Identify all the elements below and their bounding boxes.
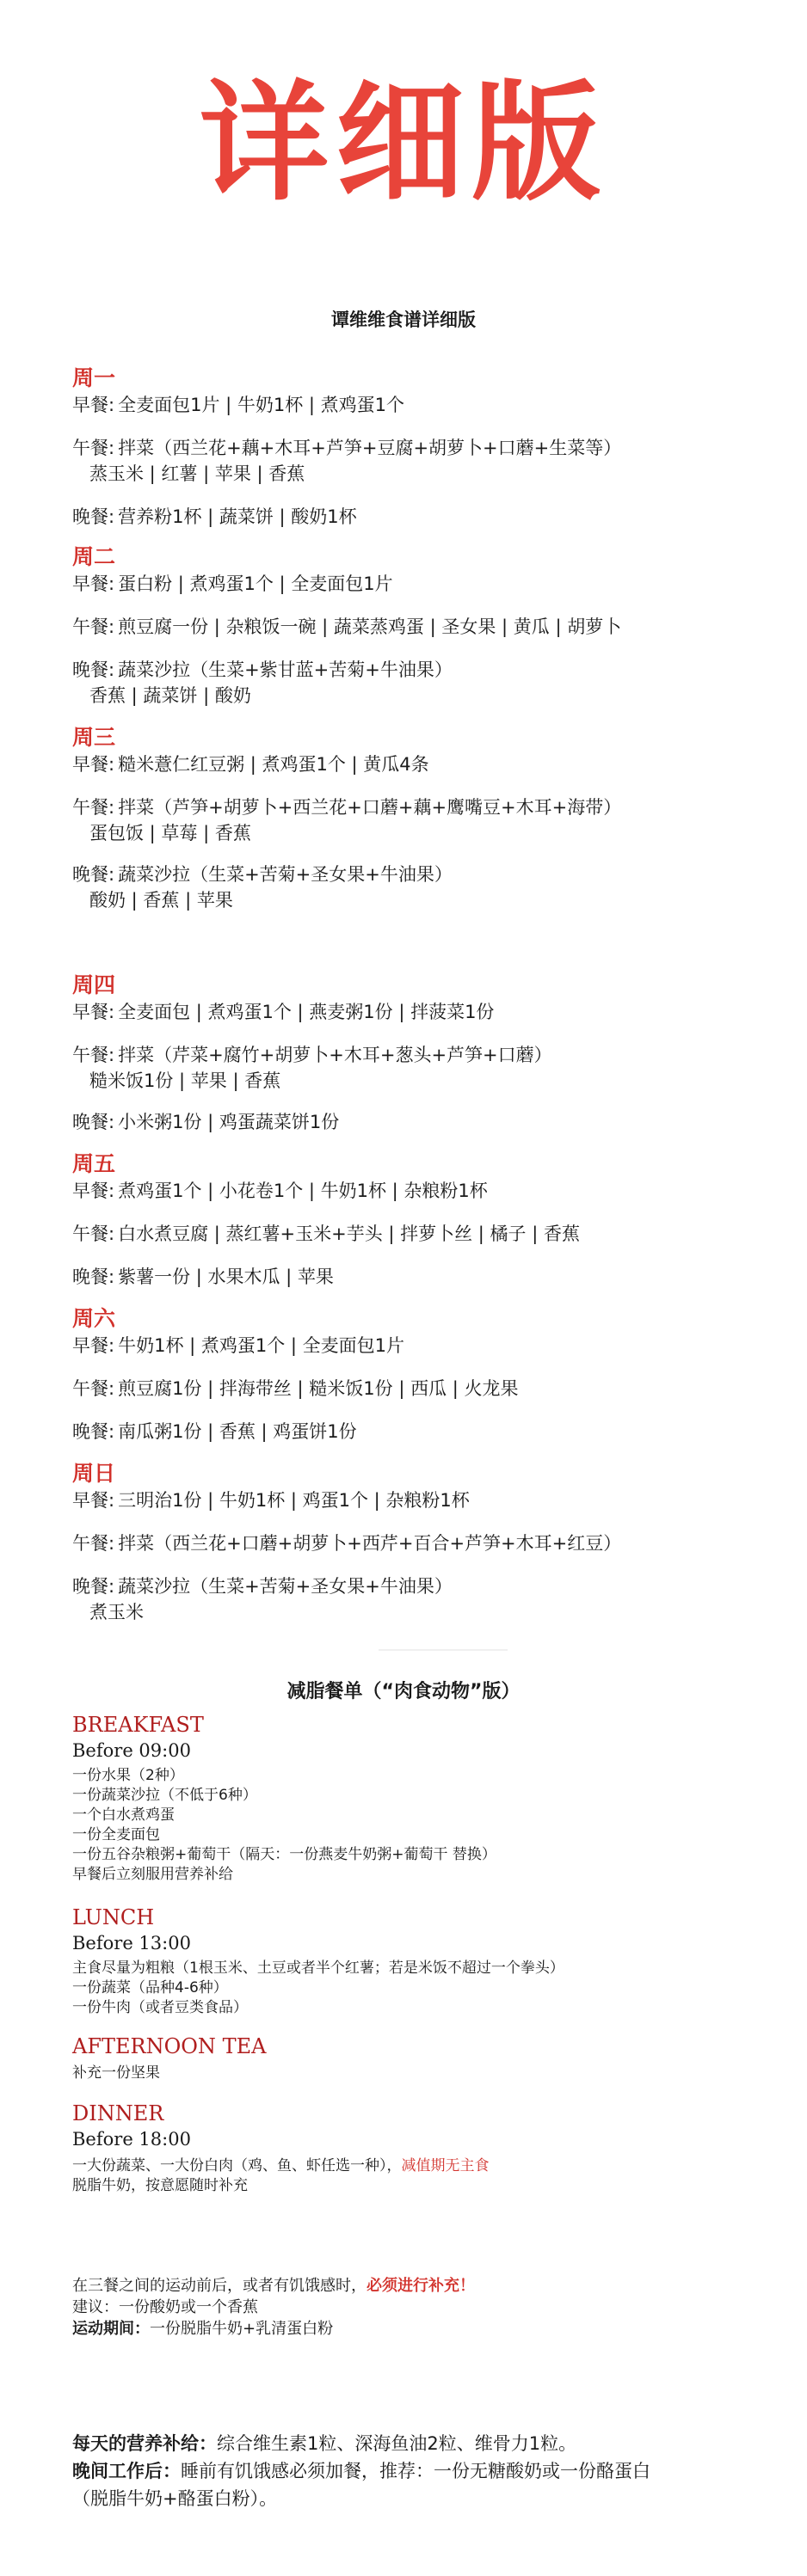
list-item: 一份全麦面包 bbox=[72, 1826, 160, 1843]
meal-line bbox=[72, 1221, 778, 1247]
meal-continuation: 香蕉 | 蔬菜饼 | 酸奶 bbox=[89, 685, 251, 706]
meal-label: 晚餐: bbox=[72, 1112, 115, 1132]
day-heading: 周二 bbox=[72, 544, 116, 569]
meal-line bbox=[72, 1419, 778, 1444]
meal-text: 全麦面包1片 | 牛奶1杯 | 煮鸡蛋1个 bbox=[118, 395, 405, 415]
note-value: 一份脱脂牛奶+乳清蛋白粉 bbox=[150, 2320, 334, 2338]
dinner-line-highlight: 减值期无主食 bbox=[401, 2157, 490, 2174]
meal-label: 午餐: bbox=[72, 1224, 115, 1244]
meal-continuation: 酸奶 | 香蕉 | 苹果 bbox=[89, 890, 233, 911]
final-key: 晚间工作后： bbox=[72, 2461, 181, 2481]
meal-line bbox=[72, 1178, 778, 1204]
meal-line bbox=[72, 751, 778, 777]
dinner-time: Before 18:00 bbox=[72, 2129, 191, 2150]
note-main: 在三餐之间的运动前后，或者有饥饿感时， bbox=[72, 2277, 367, 2295]
day-heading: 周三 bbox=[72, 725, 116, 750]
meal-label: 早餐: bbox=[72, 395, 115, 415]
meal-label: 午餐: bbox=[72, 438, 115, 458]
meal-label: 早餐: bbox=[72, 573, 115, 594]
meal-label: 早餐: bbox=[72, 754, 115, 775]
meal-continuation: 糙米饭1份 | 苹果 | 香蕉 bbox=[89, 1070, 281, 1091]
meal-line bbox=[72, 657, 778, 708]
meal-line bbox=[72, 571, 778, 597]
list-item: 脱脂牛奶，按意愿随时补充 bbox=[72, 2177, 248, 2194]
list-item: 一个白水煮鸡蛋 bbox=[72, 1806, 175, 1824]
meal-text: 全麦面包 | 煮鸡蛋1个 | 燕麦粥1份 | 拌菠菜1份 bbox=[118, 1002, 495, 1022]
final-line bbox=[72, 2457, 761, 2485]
meal-line bbox=[72, 999, 778, 1025]
final-value: 睡前有饥饿感必须加餐，推荐：一份无糖酸奶或一份酪蛋白 bbox=[181, 2461, 650, 2481]
meal-label: 晚餐: bbox=[72, 864, 115, 885]
doc-title: 谭维维食谱详细版 bbox=[331, 310, 476, 330]
meal-line bbox=[72, 862, 778, 913]
list-item: 一份五谷杂粮粥+葡萄干（隔天：一份燕麦牛奶粥+葡萄干 替换） bbox=[72, 1846, 496, 1863]
dinner-heading: DINNER bbox=[72, 2101, 164, 2125]
lunch-time: Before 13:00 bbox=[72, 1933, 191, 1953]
snack-note bbox=[72, 2275, 778, 2340]
meal-label: 早餐: bbox=[72, 1490, 115, 1511]
hero-title: 详细版 bbox=[199, 69, 607, 218]
meal-label: 午餐: bbox=[72, 1045, 115, 1065]
meal-line bbox=[72, 1487, 778, 1513]
list-item: 早餐后立刻服用营养补给 bbox=[72, 1866, 233, 1883]
meal-line bbox=[72, 1109, 778, 1135]
list-item: 补充一份坚果 bbox=[72, 2064, 160, 2082]
meal-continuation: 蛋包饭 | 草莓 | 香蕉 bbox=[89, 823, 251, 843]
final-line bbox=[72, 2430, 761, 2457]
note-line: 建议：一份酸奶或一个香蕉 bbox=[72, 2298, 258, 2316]
meal-label: 午餐: bbox=[72, 1533, 115, 1554]
breakfast-heading: BREAKFAST bbox=[72, 1713, 204, 1737]
meal-label: 晚餐: bbox=[72, 1576, 115, 1597]
list-item: 一份蔬菜（品种4-6种） bbox=[72, 1979, 228, 1996]
breakfast-time: Before 09:00 bbox=[72, 1740, 191, 1761]
meal-line bbox=[72, 1264, 778, 1290]
meal-line bbox=[72, 1376, 778, 1401]
dinner-line-main: 一大份蔬菜、一大份白肉（鸡、鱼、虾任选一种）， bbox=[72, 2157, 402, 2174]
meal-label: 午餐: bbox=[72, 616, 115, 637]
meal-line bbox=[72, 392, 778, 418]
meal-line bbox=[72, 504, 778, 530]
meal-text: 蔬菜沙拉（生菜+苦菊+圣女果+牛油果） bbox=[118, 1576, 453, 1597]
list-item bbox=[72, 2156, 778, 2176]
meal-text: 拌菜（芦笋+胡萝卜+西兰花+口蘑+藕+鹰嘴豆+木耳+海带） bbox=[118, 797, 622, 818]
day-heading: 周日 bbox=[72, 1461, 116, 1486]
note-key: 运动期间： bbox=[72, 2320, 150, 2338]
meal-continuation: 蒸玉米 | 红薯 | 苹果 | 香蕉 bbox=[89, 463, 305, 484]
list-item: 一份牛肉（或者豆类食品） bbox=[72, 1999, 248, 2016]
meal-text: 拌菜（西兰花+藕+木耳+芦笋+豆腐+胡萝卜+口蘑+生菜等） bbox=[118, 438, 622, 458]
afternoon-tea-heading: AFTERNOON TEA bbox=[72, 2034, 267, 2058]
meal-line bbox=[72, 794, 778, 846]
final-line: （脱脂牛奶+酪蛋白粉）。 bbox=[72, 2488, 278, 2509]
meal-text: 拌菜（芹菜+腐竹+胡萝卜+木耳+葱头+芦笋+口蘑） bbox=[118, 1045, 552, 1065]
meal-text: 蔬菜沙拉（生菜+紫甘蓝+苦菊+牛油果） bbox=[118, 659, 453, 680]
final-key: 每天的营养补给： bbox=[72, 2433, 217, 2454]
note-highlight: 必须进行补充！ bbox=[367, 2277, 475, 2295]
meal-label: 午餐: bbox=[72, 1378, 115, 1399]
lunch-heading: LUNCH bbox=[72, 1905, 155, 1929]
meal-text: 南瓜粥1份 | 香蕉 | 鸡蛋饼1份 bbox=[118, 1421, 357, 1442]
meal-label: 早餐: bbox=[72, 1335, 115, 1356]
menu-title: 减脂餐单（“肉食动物”版） bbox=[286, 1681, 521, 1702]
meal-text: 牛奶1杯 | 煮鸡蛋1个 | 全麦面包1片 bbox=[118, 1335, 405, 1356]
meal-text: 煎豆腐1份 | 拌海带丝 | 糙米饭1份 | 西瓜 | 火龙果 bbox=[118, 1378, 519, 1399]
daily-supplements bbox=[72, 2430, 761, 2512]
list-item: 主食尽量为粗粮（1根玉米、土豆或者半个红薯；若是米饭不超过一个拳头） bbox=[72, 1960, 564, 1977]
day-heading: 周五 bbox=[72, 1151, 116, 1176]
meal-text: 蛋白粉 | 煮鸡蛋1个 | 全麦面包1片 bbox=[118, 573, 393, 594]
meal-label: 早餐: bbox=[72, 1002, 115, 1022]
day-heading: 周一 bbox=[72, 365, 116, 390]
note-line bbox=[72, 2318, 778, 2340]
divider bbox=[379, 1649, 508, 1651]
meal-text: 煎豆腐一份 | 杂粮饭一碗 | 蔬菜蒸鸡蛋 | 圣女果 | 黄瓜 | 胡萝卜 bbox=[118, 616, 622, 637]
meal-label: 晚餐: bbox=[72, 506, 115, 527]
afternoon-tea-list bbox=[72, 2064, 778, 2083]
meal-text: 三明治1份 | 牛奶1杯 | 鸡蛋1个 | 杂粮粉1杯 bbox=[118, 1490, 470, 1511]
meal-line bbox=[72, 614, 778, 640]
meal-line bbox=[72, 1042, 778, 1094]
meal-line bbox=[72, 1530, 778, 1556]
final-value: 综合维生素1粒、深海鱼油2粒、维骨力1粒。 bbox=[217, 2433, 577, 2454]
meal-label: 晚餐: bbox=[72, 1267, 115, 1287]
note-line bbox=[72, 2275, 778, 2297]
day-heading: 周六 bbox=[72, 1306, 116, 1331]
meal-text: 拌菜（西兰花+口蘑+胡萝卜+西芹+百合+芦笋+木耳+红豆） bbox=[118, 1533, 622, 1554]
meal-label: 晚餐: bbox=[72, 1421, 115, 1442]
meal-text: 煮鸡蛋1个 | 小花卷1个 | 牛奶1杯 | 杂粮粉1杯 bbox=[118, 1181, 488, 1201]
meal-continuation: 煮玉米 bbox=[89, 1602, 144, 1622]
meal-text: 营养粉1杯 | 蔬菜饼 | 酸奶1杯 bbox=[118, 506, 357, 527]
lunch-list bbox=[72, 1959, 778, 2018]
dinner-list bbox=[72, 2156, 778, 2196]
meal-label: 午餐: bbox=[72, 797, 115, 818]
meal-text: 蔬菜沙拉（生菜+苦菊+圣女果+牛油果） bbox=[118, 864, 453, 885]
breakfast-list bbox=[72, 1766, 778, 1885]
day-heading: 周四 bbox=[72, 972, 116, 997]
meal-text: 白水煮豆腐 | 蒸红薯+玉米+芋头 | 拌萝卜丝 | 橘子 | 香蕉 bbox=[118, 1224, 580, 1244]
meal-line bbox=[72, 1573, 778, 1625]
meal-text: 小米粥1份 | 鸡蛋蔬菜饼1份 bbox=[118, 1112, 340, 1132]
meal-text: 紫薯一份 | 水果木瓜 | 苹果 bbox=[118, 1267, 334, 1287]
meal-label: 晚餐: bbox=[72, 659, 115, 680]
meal-line bbox=[72, 1333, 778, 1359]
meal-line bbox=[72, 435, 778, 487]
list-item: 一份水果（2种） bbox=[72, 1767, 184, 1784]
meal-label: 早餐: bbox=[72, 1181, 115, 1201]
list-item: 一份蔬菜沙拉（不低于6种） bbox=[72, 1787, 257, 1804]
meal-text: 糙米薏仁红豆粥 | 煮鸡蛋1个 | 黄瓜4条 bbox=[118, 754, 429, 775]
